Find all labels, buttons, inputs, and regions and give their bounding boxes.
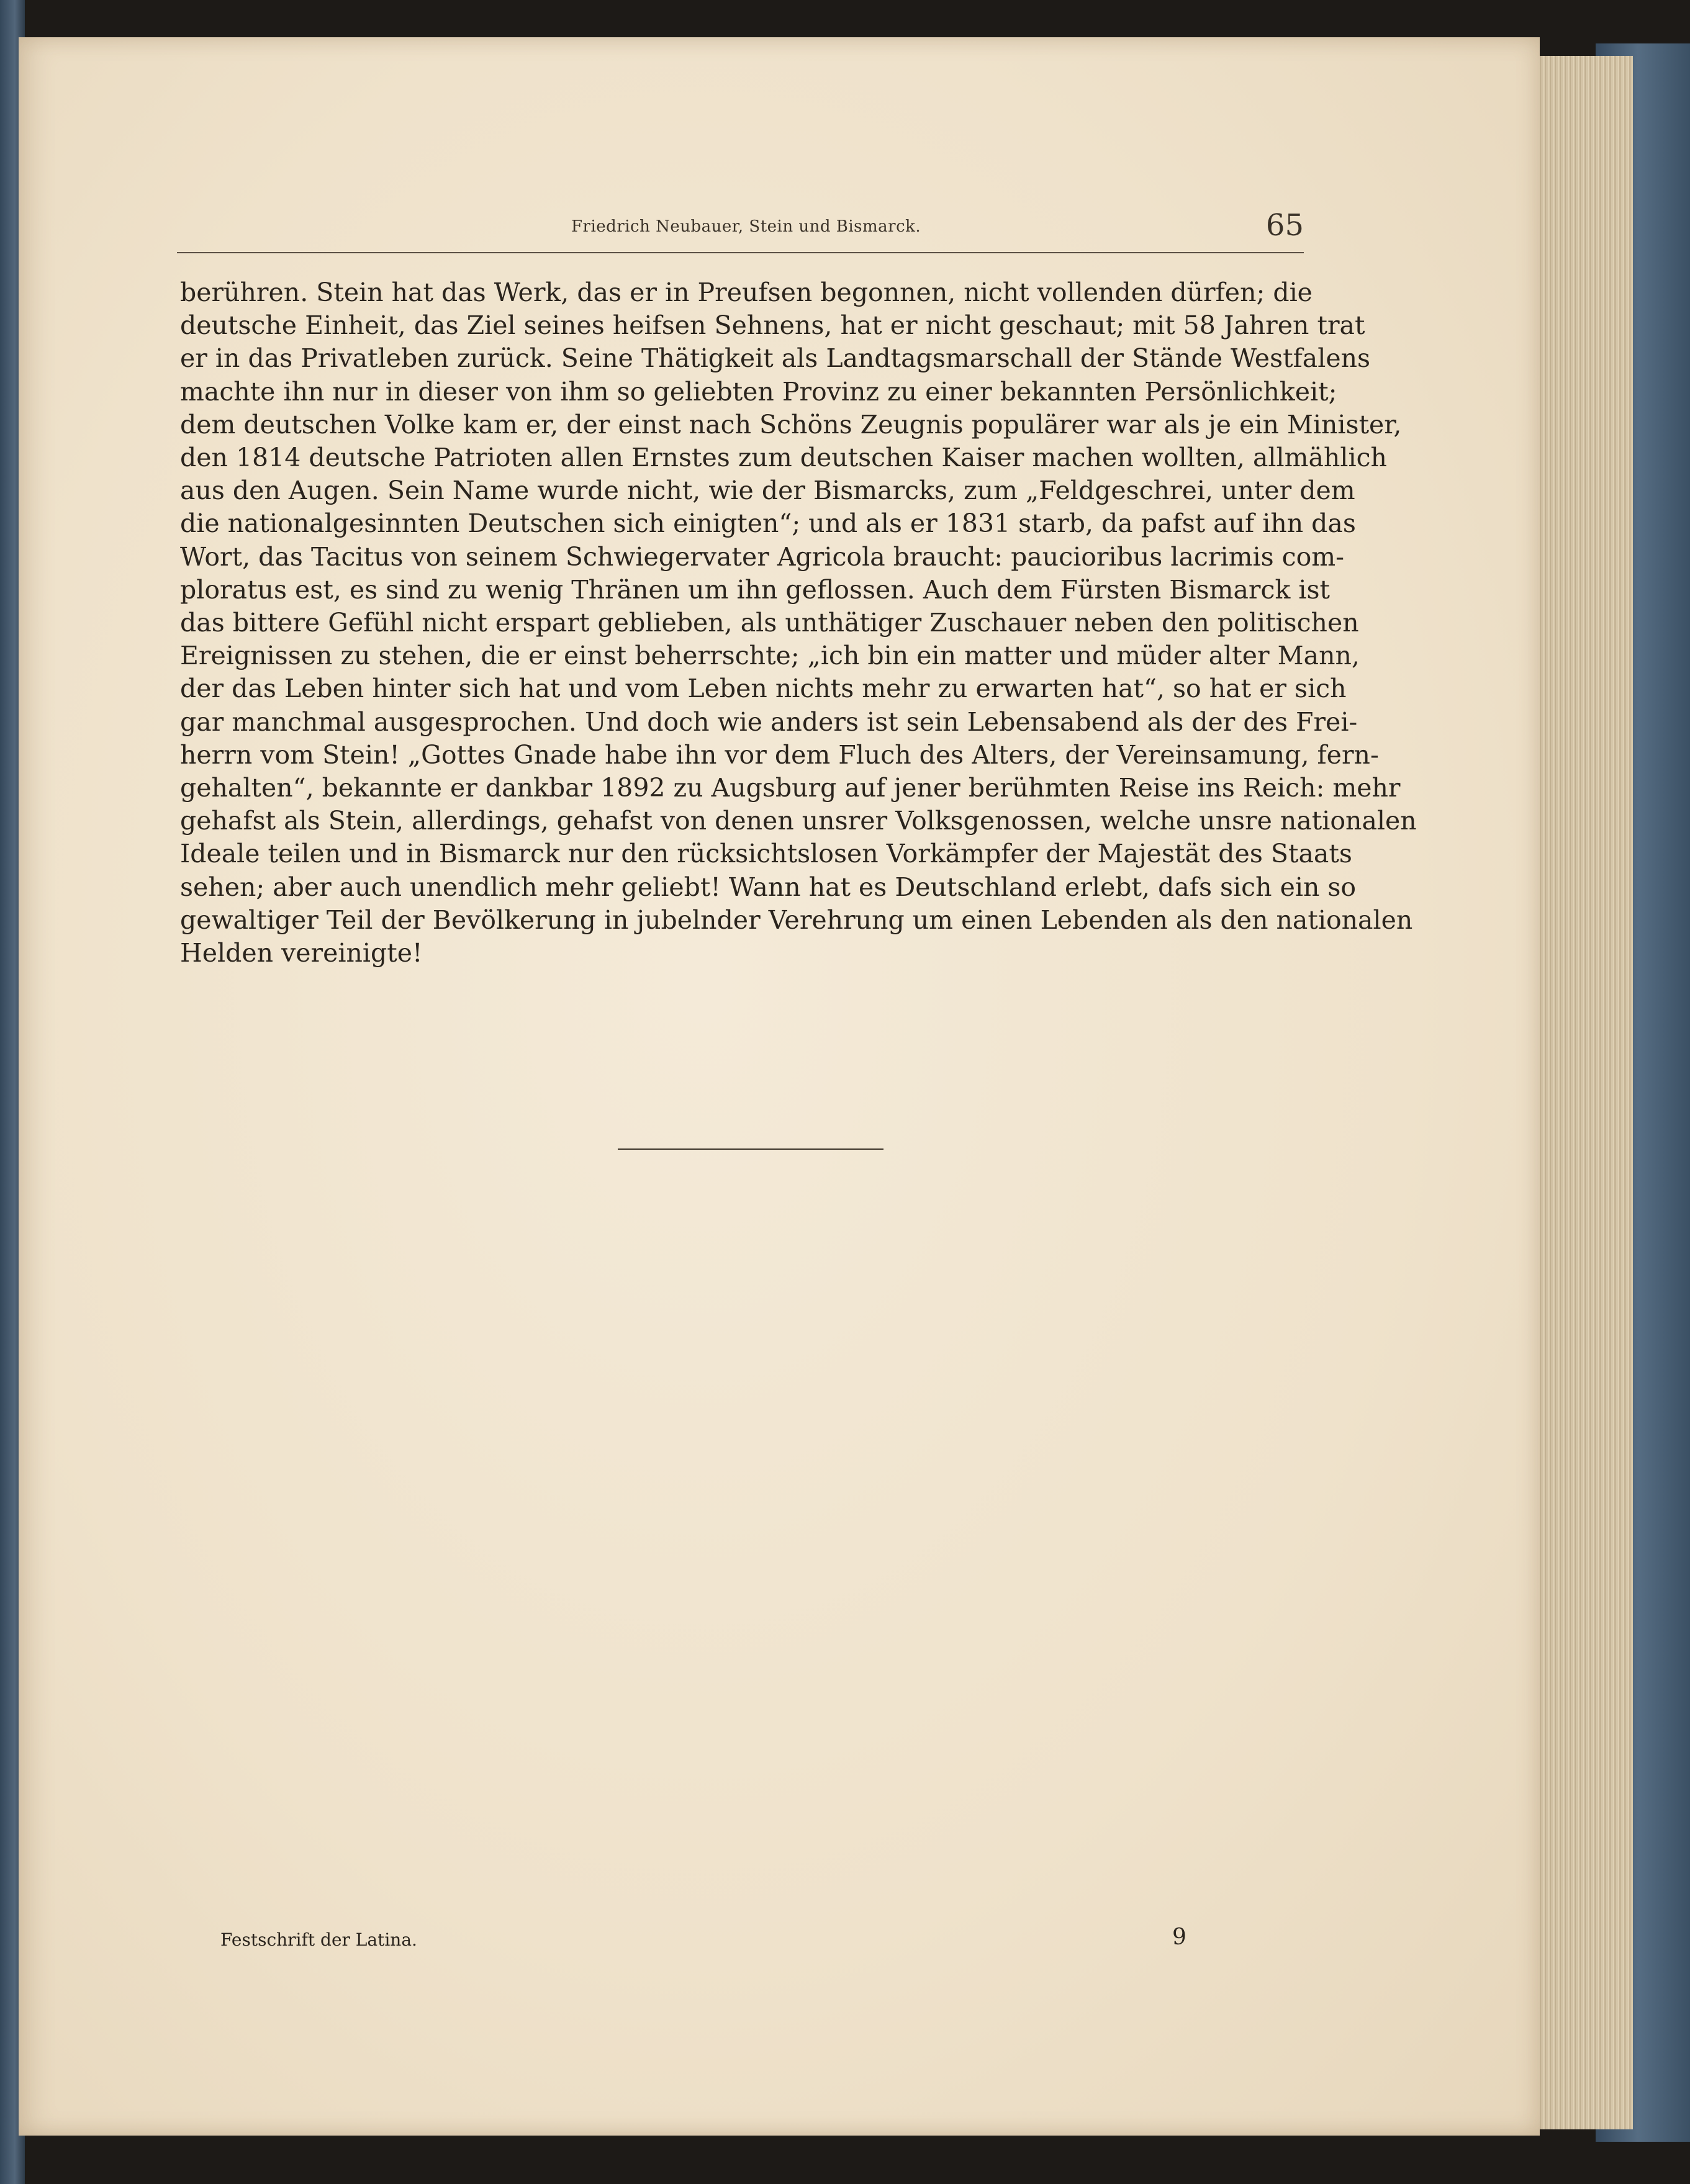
text-line: er in das Privatleben zurück. Seine Thätigkeit als Landtagsmarschall der Stände Westfalens (180, 343, 1371, 374)
running-head (177, 208, 1304, 251)
text-line: den 1814 deutsche Patrioten allen Ernstes zum deutschen Kaiser machen wollten, allmählich (180, 443, 1387, 473)
text-line: Wort, das Tacitus von seinem Schwiegervater Agricola braucht: paucioribus lacrimis com- (180, 541, 1345, 572)
page-edges (1527, 56, 1633, 2129)
text-line: gewaltiger Teil der Bevölkerung in jubelnder Verehrung um einen Lebenden als den nationalen (180, 905, 1413, 935)
text-line: aus den Augen. Sein Name wurde nicht, wie der Bismarcks, zum „Feldgeschrei, unter dem (180, 476, 1355, 506)
text-line: Ideale teilen und in Bismarck nur den rücksichtslosen Vorkämpfer der Majestät des Staats (180, 839, 1352, 869)
section-end-rule (618, 1148, 883, 1150)
text-line: ploratus est, es sind zu wenig Thränen um ihn geflossen. Auch dem Fürsten Bismarck ist (180, 574, 1330, 605)
text-line: Ereignissen zu stehen, die er einst beherrschte; „ich bin ein matter und müder alter Mann, (180, 641, 1360, 671)
text-line: gehafst als Stein, allerdings, gehafst von denen unsrer Volksgenossen, welche unsre nationalen (180, 806, 1417, 836)
text-line: das bittere Gefühl nicht erspart geblieben, als unthätiger Zuschauer neben den politischen (180, 608, 1359, 638)
text-line: deutsche Einheit, das Ziel seines heifsen Sehnens, hat er nicht geschaut; mit 58 Jahren trat (180, 310, 1365, 341)
text-line: sehen; aber auch unendlich mehr geliebt! Wann hat es Deutschland erlebt, dafs sich ein so (180, 872, 1357, 902)
running-title: Friedrich Neubauer, Stein und Bismarck. (571, 217, 921, 236)
signature-mark: 9 (1172, 1925, 1186, 1950)
header-rule (177, 252, 1304, 253)
body-text (180, 276, 1417, 970)
text-line: Helden vereinigte! (180, 938, 423, 968)
page-number: 65 (1265, 208, 1304, 243)
text-line: dem deutschen Volke kam er, der einst nach Schöns Zeugnis populärer war als je ein Minister, (180, 409, 1402, 440)
text-line: gar manchmal ausgesprochen. Und doch wie anders ist sein Lebensabend als der des Frei- (180, 706, 1358, 737)
footer-title: Festschrift der Latina. (220, 1929, 417, 1950)
text-line: machte ihn nur in dieser von ihm so geliebten Provinz zu einer bekannten Persönlichkeit; (180, 376, 1337, 407)
text-line: die nationalgesinnten Deutschen sich einigten“; und als er 1831 starb, da pafst auf ihn das (180, 508, 1356, 539)
text-line: der das Leben hinter sich hat und vom Leben nichts mehr zu erwarten hat“, so hat er sich (180, 674, 1347, 704)
text-line: berühren. Stein hat das Werk, das er in Preufsen begonnen, nicht vollenden dürfen; die (180, 278, 1313, 307)
text-line: gehalten“, bekannte er dankbar 1892 zu Augsburg auf jener berühmten Reise ins Reich: mehr (180, 773, 1401, 803)
text-line: herrn vom Stein! „Gottes Gnade habe ihn vor dem Fluch des Alters, der Vereinsamung, fern- (180, 739, 1379, 770)
